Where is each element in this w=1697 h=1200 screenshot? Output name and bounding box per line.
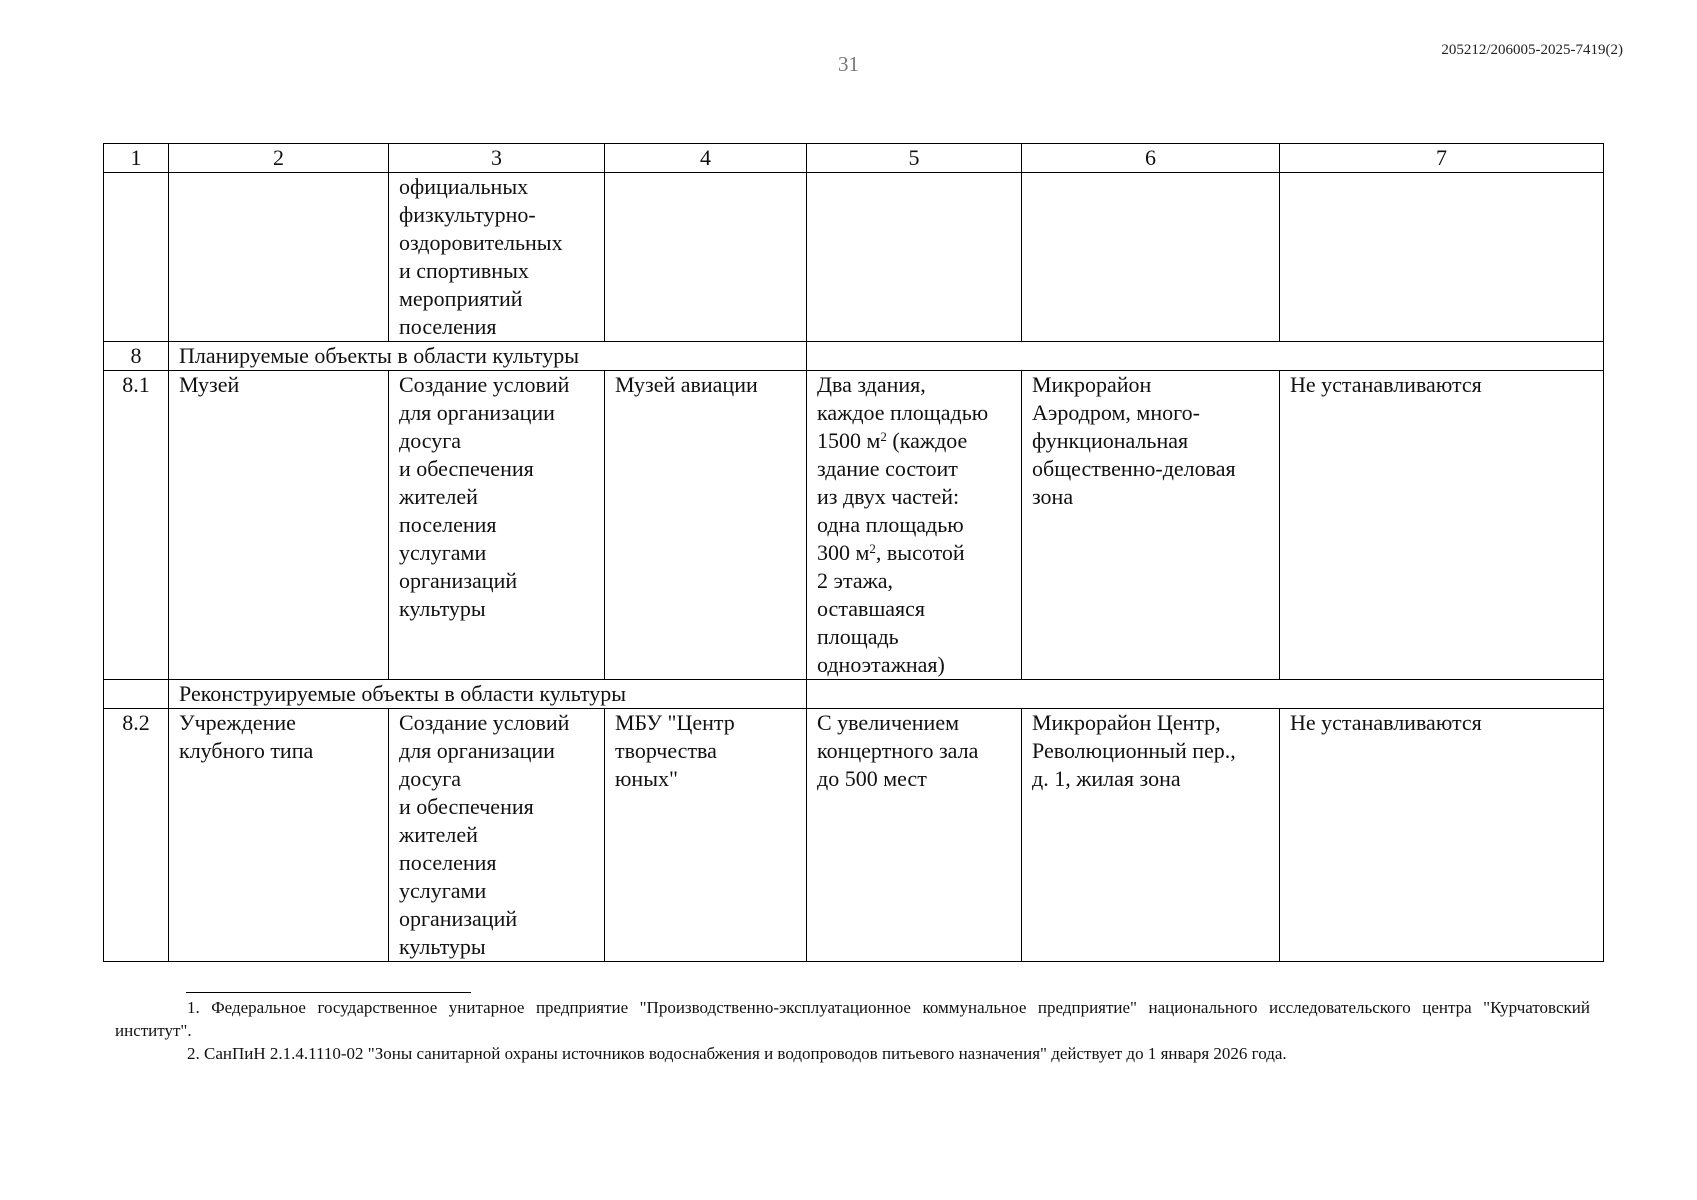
text-line: концертного зала [817,738,979,763]
zones-value: Не устанавливаются [1280,371,1604,680]
text-line: из двух частей: [817,484,960,509]
object-name: Музей [169,371,389,680]
zones-value: Не устанавливаются [1280,709,1604,962]
text-fragment: (каждое [886,428,968,453]
object-purpose [389,709,605,962]
text-line: одноэтажная) [817,652,945,677]
text-line: для организации [399,738,555,763]
text-line: поселения [399,850,497,875]
object-location [1022,371,1280,680]
text-line: до 500 мест [817,766,927,791]
column-numbers-row [104,144,1604,173]
cell-empty [807,173,1022,342]
text-line: здание состоит [817,456,958,481]
text-line: культуры [399,596,486,621]
text-line: С увеличением [817,710,960,735]
document-id: 205212/206005-2025-7419(2) [1441,42,1623,58]
text-line: функциональная [1032,428,1189,453]
text-line: и обеспечения [399,794,534,819]
text-line: площадь [817,624,899,649]
text-line: клубного типа [179,738,314,763]
text-line: 2 этажа, [817,568,894,593]
text-line: и обеспечения [399,456,534,481]
text-fragment: , высотой [875,540,965,565]
text-line: Учреждение [179,710,296,735]
section-number: 8 [104,342,169,371]
section-header-row [104,342,1604,371]
superscript: 2 [880,429,887,444]
text-line: жителей [399,484,478,509]
text-line: и спортивных [399,258,529,283]
column-number: 7 [1280,144,1604,173]
text-line: Создание условий [399,372,570,397]
object-title: Музей авиации [605,371,807,680]
cell-empty [104,680,169,709]
text-line [817,539,1011,567]
text-line: жителей [399,822,478,847]
text-line: организаций [399,906,518,931]
object-purpose [389,371,605,680]
cell-empty [1022,173,1280,342]
text-line: творчества [615,738,717,763]
text-fragment: 300 м [817,540,870,565]
text-line: МБУ "Центр [615,710,735,735]
text-line: поселения [399,314,497,339]
object-characteristics [807,371,1022,680]
object-name [169,709,389,962]
continuation-row [104,173,1604,342]
text-line: одна площадью [817,512,964,537]
text-line: услугами [399,540,487,565]
page-number: 31 [838,52,859,76]
text-line: Создание условий [399,710,570,735]
row-number: 8.2 [104,709,169,962]
text-line: услугами [399,878,487,903]
cell-empty [807,342,1604,371]
cell-empty [807,680,1604,709]
text-line: физкультурно- [399,202,536,227]
text-fragment: 1500 м [817,428,881,453]
text-line: официальных [399,174,529,199]
text-line: Микрорайон Центр, [1032,710,1221,735]
text-line: Микрорайон [1032,372,1152,397]
cell-empty [104,173,169,342]
text-line: поселения [399,512,497,537]
cell-empty [169,173,389,342]
text-line: для организации [399,400,555,425]
column-number: 4 [605,144,807,173]
text-line: оздоровительных [399,230,563,255]
column-number: 1 [104,144,169,173]
object-location [1022,709,1280,962]
object-characteristics [807,709,1022,962]
column-number: 3 [389,144,605,173]
text-line: зона [1032,484,1074,509]
column-number: 2 [169,144,389,173]
text-line: культуры [399,934,486,959]
cell-empty [1280,173,1604,342]
row-number: 8.1 [104,371,169,680]
text-line: Революционный пер., [1032,738,1236,763]
superscript: 2 [869,541,876,556]
text-line: общественно-деловая [1032,456,1236,481]
text-line [817,427,1011,455]
cont-purpose-cell [389,173,605,342]
column-number: 5 [807,144,1022,173]
section-header-row [104,680,1604,709]
object-title [605,709,807,962]
section-title: Реконструируемые объекты в области культуры [169,680,807,709]
text-line: д. 1, жилая зона [1032,766,1181,791]
section-title: Планируемые объекты в области культуры [169,342,807,371]
text-line: юных" [615,766,678,791]
cell-empty [605,173,807,342]
text-line: организаций [399,568,518,593]
footnote-separator [186,992,471,993]
text-line: Два здания, [817,372,926,397]
text-line: оставшаяся [817,596,926,621]
text-line: мероприятий [399,286,523,311]
text-line: каждое площадью [817,400,989,425]
footnotes [115,996,1590,1065]
table-row [104,709,1604,962]
objects-table [103,143,1604,962]
footnote: 2. СанПиН 2.1.4.1110-02 "Зоны санитарной охраны источников водоснабжения и водопроводов питьевого назначения" действует до 1 января 2026 года. [187,1044,1287,1063]
column-number: 6 [1022,144,1280,173]
text-line: досуга [399,766,462,791]
text-line: досуга [399,428,462,453]
text-line: Аэродром, много- [1032,400,1200,425]
footnote: 1. Федеральное государственное унитарное предприятие "Производственно-эксплуатационное коммунальное предприятие" национального исследовательского центра "Курчатовский институт". [115,998,1590,1040]
table-row [104,371,1604,680]
